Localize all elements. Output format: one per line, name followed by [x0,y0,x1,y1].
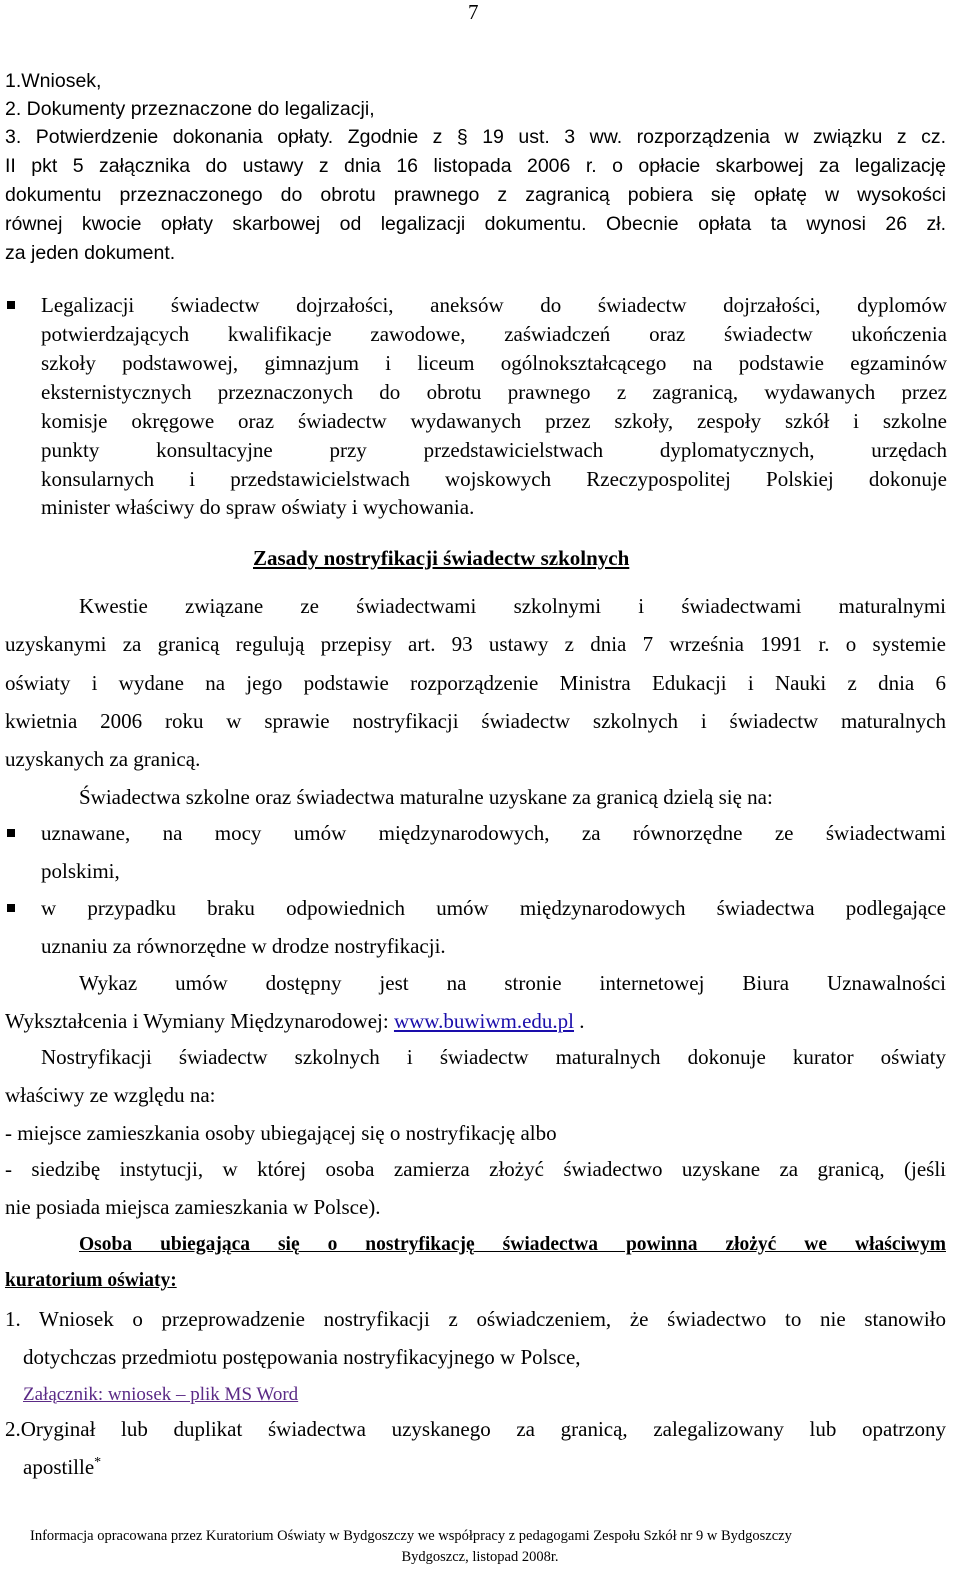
dash-item-1: - miejsce zamieszkania osoby ubiegającej się o nostryfikację albo [5,1121,557,1145]
footer-line-1: Informacja opracowana przez Kuratorium Oświaty w Bydgoszczy we współpracy z pedagogami Zespołu Szkół nr 9 w Bydgoszczy [30,1528,792,1544]
legalization-line: potwierdzających kwalifikacje zawodowe, zaświadczeń oraz świadectw ukończenia [41,322,947,346]
paragraph-text: Wykształcenia i Wymiany Międzynarodowej: [5,1009,394,1033]
paragraph-line: właściwy ze względu na: [5,1083,216,1107]
paragraph-line: uzyskanymi za granicą regulują przepisy art. 93 ustawy z dnia 7 września 1991 r. o systemie [5,632,946,656]
numbered-line [23,1455,101,1480]
paragraph-line: Nostryfikacji świadectw szkolnych i świadectw maturalnych dokonuje kurator oświaty [41,1045,946,1069]
legalization-line: komisje okręgowe oraz świadectw wydawanych przez szkoły, zespoły szkół i szkolne [41,409,947,433]
numbered-line: 1. Wniosek o przeprowadzenie nostryfikacji z oświadczeniem, że świadectwo to nie stanowiło [5,1307,946,1331]
paragraph-2: Świadectwa szkolne oraz świadectwa maturalne uzyskane za granicą dzielą się na: [79,785,773,809]
page-number: 7 [468,0,479,24]
list-item-3-line: za jeden dokument. [5,242,176,264]
list-item-3-line: dokumentu przeznaczonego do obrotu prawnego z zagranicą pobiera się opłatę w wysokości [5,184,946,206]
dash-line: - siedzibę instytucji, w której osoba zamierza złożyć świadectwo uzyskane za granicą, (jeśli [5,1157,946,1181]
footer-line-2: Bydgoszcz, listopad 2008r. [401,1549,559,1565]
bullet-line: uznaniu za równorzędne w drodze nostryfikacji. [41,934,446,958]
bullet-square-icon [7,301,15,309]
list-item-3-line: 3. Potwierdzenie dokonania opłaty. Zgodnie z § 19 ust. 3 ww. rozporządzenia w związku z cz. [5,126,946,148]
list-item-3-line: II pkt 5 załącznika do ustawy z dnia 16 listopada 2006 r. o opłacie skarbowej za legalizację [5,155,946,177]
paragraph-text: . [574,1009,585,1033]
list-item-1: 1.Wniosek, [5,70,102,92]
legalization-line: konsularnych i przedstawicielstwach wojskowych Rzeczypospolitej Polskiej dokonuje [41,467,947,491]
bullet-square-icon [7,829,15,837]
requirements-heading-line: kuratorium oświaty: [5,1270,177,1291]
bullet-line: uznawane, na mocy umów międzynarodowych, za równorzędne ze świadectwami [41,821,946,845]
numbered-line: dotychczas przedmiotu postępowania nostryfikacyjnego w Polsce, [23,1345,581,1369]
section-heading: Zasady nostryfikacji świadectw szkolnych [253,546,630,570]
legalization-line: Legalizacji świadectw dojrzałości, aneksów do świadectw dojrzałości, dyplomów [41,293,947,317]
attachment-link[interactable]: Załącznik: wniosek – plik MS Word [23,1384,299,1405]
bullet-line: w przypadku braku odpowiednich umów międzynarodowych świadectwa podlegające [41,896,946,920]
legalization-line: punkty konsultacyjne przy przedstawicielstwach dyplomatycznych, urzędach [41,438,947,462]
footnote-mark: * [94,1455,102,1470]
list-item-3-line: równej kwocie opłaty skarbowej od legalizacji dokumentu. Obecnie opłata ta wynosi 26 zł. [5,213,946,235]
list-item-2: 2. Dokumenty przeznaczone do legalizacji, [5,98,375,120]
paragraph-line: uzyskanych za granicą. [5,747,201,771]
paragraph-line: Kwestie związane ze świadectwami szkolnymi i świadectwami maturalnymi [79,594,946,618]
legalization-line: szkoły podstawowej, gimnazjum i liceum ogólnokształcącego na podstawie egzaminów [41,351,947,375]
legalization-line: minister właściwy do spraw oświaty i wychowania. [41,495,475,519]
apostille-text: apostille [23,1455,95,1479]
paragraph-line: kwietnia 2006 roku w sprawie nostryfikacji świadectw szkolnych i świadectw maturalnych [5,709,946,733]
legalization-line: eksternistycznych przeznaczonych do obrotu prawnego z zagranicą, wydawanych przez [41,380,947,404]
buwiwm-link[interactable]: www.buwiwm.edu.pl [393,1009,575,1033]
numbered-line: 2.Oryginał lub duplikat świadectwa uzyskanego za granicą, zalegalizowany lub opatrzony [5,1417,946,1441]
dash-line: nie posiada miejsca zamieszkania w Polsce). [5,1195,381,1219]
bullet-line: polskimi, [41,859,120,883]
paragraph-line: oświaty i wydane na jego podstawie rozporządzenie Ministra Edukacji i Nauki z dnia 6 [5,671,946,695]
bullet-square-icon [7,904,15,912]
requirements-heading-line: Osoba ubiegająca się o nostryfikację świadectwa powinna złożyć we właściwym [79,1234,946,1255]
paragraph-line [5,1009,585,1034]
paragraph-line: Wykaz umów dostępny jest na stronie internetowej Biura Uznawalności [79,971,946,995]
